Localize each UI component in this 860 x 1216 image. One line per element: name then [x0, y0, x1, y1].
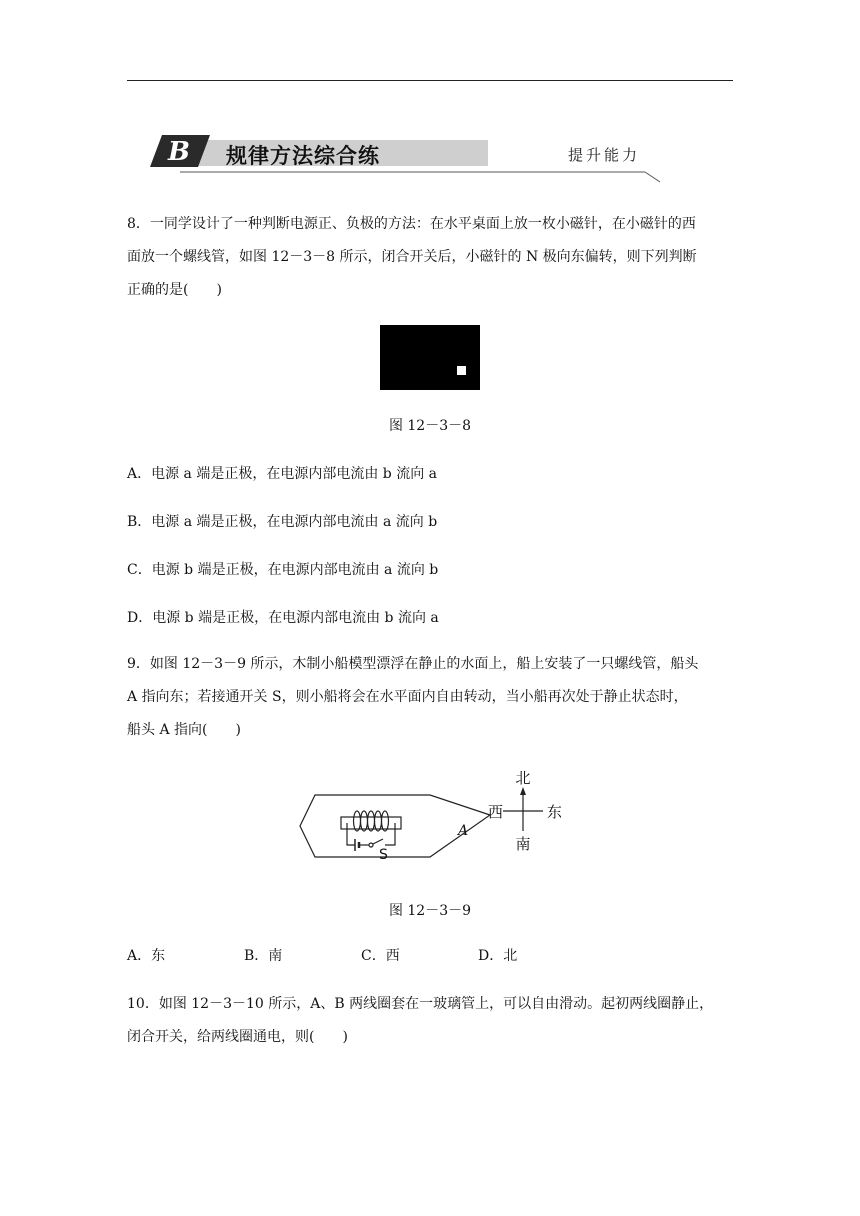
solenoid-core	[341, 817, 401, 829]
switch-lever	[373, 839, 383, 844]
question-10-line: 10．如图 12－3－10 所示，A、B 两线圈套在一玻璃管上，可以自由滑动。起初两线圈静止，	[127, 996, 714, 1012]
compass-north: 北	[515, 769, 531, 787]
question-9	[127, 648, 737, 747]
q9-option-b: B．南	[244, 948, 283, 964]
q9-option-c: C．西	[361, 948, 400, 964]
q8-option-d: D．电源 b 端是正极，在电源内部电流由 b 流向 a	[127, 610, 439, 626]
compass-south: 南	[515, 835, 531, 853]
question-9-line: 船头 A 指向( )	[127, 722, 241, 738]
solenoid-coil	[354, 811, 389, 831]
question-9-line: 9．如图 12－3－9 所示，木制小船模型漂浮在静止的水面上，船上安装了一只螺线管，船头	[127, 656, 699, 672]
switch-pivot	[369, 843, 373, 847]
figure-white-dot	[457, 366, 466, 375]
switch-label: S	[379, 847, 388, 863]
compass-north-arrow	[520, 787, 526, 795]
figure-12-3-8-caption: 图 12－3－8	[388, 418, 472, 434]
q8-option-b: B．电源 a 端是正极，在电源内部电流由 a 流向 b	[127, 514, 438, 530]
figure-12-3-9-caption: 图 12－3－9	[388, 903, 472, 919]
question-8-line: 面放一个螺线管，如图 12－3－8 所示，闭合开关后，小磁针的 N 极向东偏转，则下列判断	[127, 249, 697, 265]
q8-option-a: A．电源 a 端是正极，在电源内部电流由 b 流向 a	[127, 466, 438, 482]
figure-12-3-8-image	[380, 325, 480, 390]
section-title: 规律方法综合练	[226, 144, 380, 168]
question-9-line: A 指向东；若接通开关 S，则小船将会在水平面内自由转动，当小船再次处于静止状态时，	[127, 689, 688, 705]
q9-options	[127, 945, 595, 965]
question-8	[127, 208, 737, 307]
q9-option-d: D．北	[478, 948, 518, 964]
bow-label: A	[458, 823, 469, 839]
section-badge-icon	[148, 133, 212, 169]
figure-12-3-9-boat-diagram	[295, 765, 585, 875]
badge-letter: B	[168, 137, 190, 167]
top-rule	[127, 80, 733, 81]
compass-west: 西	[488, 803, 504, 821]
question-8-line: 8．一同学设计了一种判断电源正、负极的方法：在水平桌面上放一枚小磁针，在小磁针的西	[127, 216, 696, 232]
q8-option-c: C．电源 b 端是正极，在电源内部电流由 a 流向 b	[127, 562, 439, 578]
section-subtitle: 提升能力	[568, 146, 641, 164]
question-10	[127, 988, 737, 1054]
compass-east: 东	[547, 803, 563, 821]
q9-option-a: A．东	[127, 948, 166, 964]
section-header	[140, 130, 670, 184]
question-10-line: 闭合开关，给两线圈通电，则( )	[127, 1029, 348, 1045]
question-8-line: 正确的是( )	[127, 282, 222, 298]
